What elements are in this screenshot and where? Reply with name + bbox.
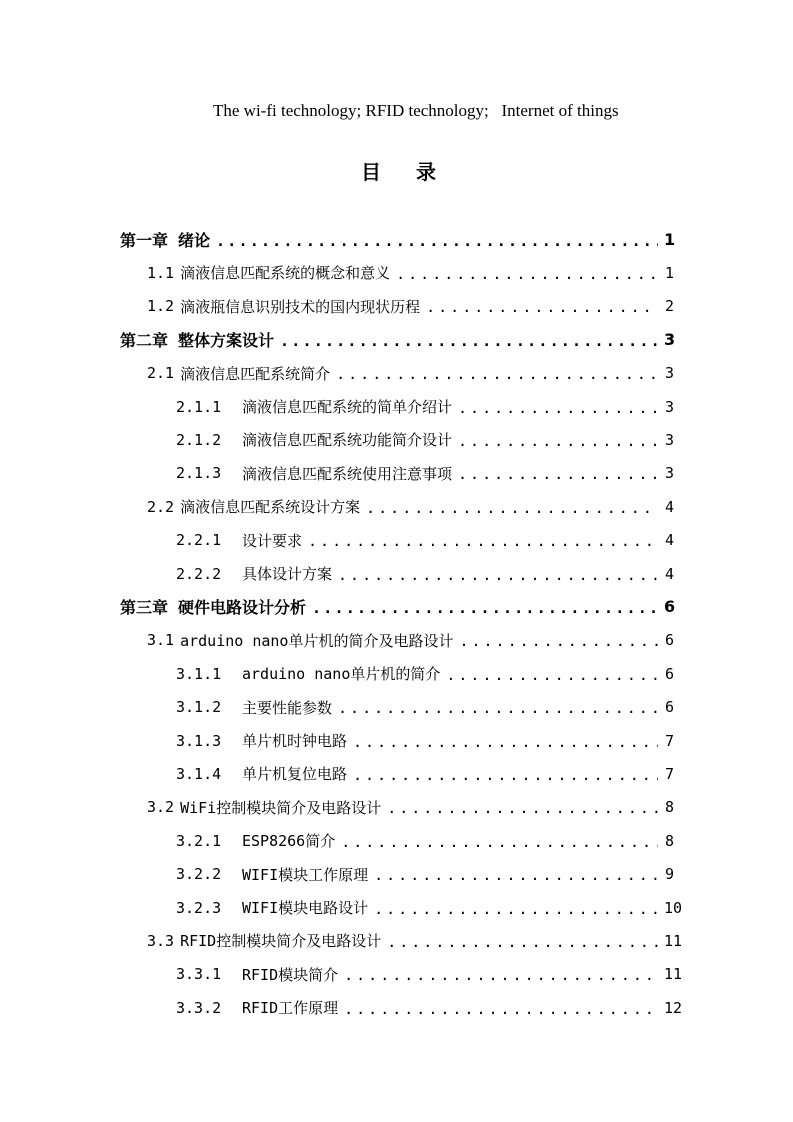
toc-entry-title: 滴液信息匹配系统的概念和意义 [180,264,391,283]
toc-entry-number: 2.1.3 [176,464,222,483]
english-keywords: The wi-fi technology; RFID technology; Internet of things [213,101,619,120]
toc-dot-leader [446,666,658,684]
toc-entry-page: 3 [664,397,674,416]
toc-dot-leader [426,298,658,316]
toc-dot-leader [387,799,658,817]
toc-entry[interactable] [147,791,674,824]
toc-dot-leader [312,599,658,617]
toc-entry-page: 8 [664,831,674,850]
toc-entry-page: 3 [664,364,674,383]
toc-entry[interactable] [176,891,683,924]
toc-dot-leader [387,933,658,951]
toc-entry-page: 11 [664,931,683,950]
toc-entry-number: 2.1.2 [176,430,222,449]
toc-dot-leader [374,900,658,918]
toc-entry-page: 1 [664,263,674,282]
toc-entry-title: WiFi控制模块简介及电路设计 [180,798,382,817]
toc-entry-page: 3 [664,430,674,449]
toc-entry-number: 3.2 [147,798,175,817]
toc-entry-title: RFID控制模块简介及电路设计 [180,932,382,951]
toc-dot-leader [341,833,658,851]
toc-entry[interactable] [147,924,683,957]
toc-entry-number: 第一章 [120,231,169,250]
toc-entry[interactable] [176,457,674,490]
toc-dot-leader [458,465,658,483]
toc-entry-title: 滴液信息匹配系统功能简介设计 [242,431,453,450]
toc-entry-title: RFID模块简介 [242,965,339,984]
toc-entry[interactable] [176,524,674,557]
toc-entry-number: 3.1.2 [176,698,222,717]
toc-dot-leader [344,1000,658,1018]
toc-entry-page: 3 [664,464,674,483]
toc-dot-leader [459,632,658,650]
toc-entry-page: 6 [664,664,674,683]
toc-entry-title: 滴液信息匹配系统使用注意事项 [242,464,453,483]
toc-entry-title: 设计要求 [242,531,303,550]
toc-entry-page: 1 [664,230,676,249]
toc-entry-title: ESP8266简介 [242,832,336,851]
toc-entry-number: 2.2 [147,497,175,516]
toc-title: 目 录 [361,160,450,184]
toc-entry-page: 4 [664,497,674,516]
toc-entry-page: 9 [664,865,674,884]
toc-entry-page: 3 [664,330,676,350]
toc-entry-page: 6 [664,597,676,617]
toc-entry-page: 7 [664,731,674,750]
toc-dot-leader [216,232,658,250]
toc-entry-title: 滴液信息匹配系统设计方案 [180,498,361,517]
toc-entry-page: 2 [664,297,674,316]
toc-entry-number: 3.3.1 [176,965,222,984]
toc-dot-leader [396,265,658,283]
toc-entry-number: 3.3 [147,931,175,950]
toc-entry-number: 第二章 [120,331,169,351]
toc-entry[interactable] [147,290,674,323]
toc-entry[interactable] [120,590,674,623]
toc-entry-number: 3.1.3 [176,731,222,750]
toc-dot-leader [308,532,658,550]
toc-dot-leader [366,499,658,517]
toc-entry-title: WIFI模块电路设计 [242,899,369,917]
toc-entry[interactable] [176,991,683,1024]
toc-entry[interactable] [176,390,674,423]
toc-entry-number: 3.2.2 [176,865,222,884]
toc-entry-page: 4 [664,564,674,583]
toc-entry-page: 6 [664,698,674,717]
toc-entry-page: 7 [664,764,674,783]
toc-entry-number: 3.1 [147,631,175,650]
toc-entry-title: 滴液信息匹配系统的简单介绍计 [242,398,453,416]
toc-entry-number: 第三章 [120,598,169,618]
toc-entry-title: 绪论 [178,231,211,250]
toc-entry-number: 3.2.3 [176,898,222,917]
toc-entry-title: RFID工作原理 [242,999,339,1018]
toc-entry[interactable] [120,223,674,256]
toc-dot-leader [458,432,658,450]
toc-entry-title: 整体方案设计 [178,331,275,351]
toc-entry-number: 1.1 [147,263,175,282]
toc-entry-page: 12 [664,998,683,1017]
toc-entry-title: arduino nano单片机的简介 [242,665,441,684]
toc-entry-page: 4 [664,531,674,550]
toc-entry-number: 1.2 [147,297,175,316]
toc-entry[interactable] [176,858,674,891]
toc-dot-leader [344,966,658,984]
toc-entry-title: arduino nano单片机的简介及电路设计 [180,631,454,650]
toc-entry-number: 3.2.1 [176,831,222,850]
toc-entry[interactable] [147,357,674,390]
toc-entry[interactable] [176,691,674,724]
toc-entry-page: 11 [664,965,683,984]
toc-entry-title: 滴液瓶信息识别技术的国内现状历程 [180,297,421,316]
toc-dot-leader [338,566,658,584]
toc-entry-title: 单片机时钟电路 [242,732,348,750]
toc-dot-leader [280,332,658,350]
toc-entry[interactable] [176,757,674,790]
toc-entry-title: 主要性能参数 [242,698,333,717]
toc-entry-number: 2.2.2 [176,564,222,583]
toc-entry[interactable] [120,323,674,356]
toc-entry-title: 单片机复位电路 [242,765,348,784]
toc-entry-number: 2.1.1 [176,397,222,416]
toc-entry[interactable] [147,256,674,289]
toc-entry[interactable] [176,557,674,590]
toc-dot-leader [353,766,658,784]
toc-entry-number: 3.3.2 [176,998,222,1017]
toc-entry[interactable] [176,657,674,690]
toc-entry-title: 具体设计方案 [242,565,333,583]
toc-entry[interactable] [176,958,683,991]
toc-dot-leader [458,399,658,417]
toc-entry-number: 3.1.4 [176,764,222,783]
toc-dot-leader [353,733,658,751]
toc-entry[interactable] [176,724,674,757]
toc-dot-leader [336,365,658,383]
toc-dot-leader [338,699,658,717]
toc-entry[interactable] [147,490,674,523]
toc-entry[interactable] [147,624,674,657]
toc-entry-page: 6 [664,631,674,650]
toc-entry-page: 8 [664,798,674,817]
toc-entry-title: 硬件电路设计分析 [178,598,307,618]
toc-entry-title: WIFI模块工作原理 [242,865,369,884]
toc-entry-title: 滴液信息匹配系统简介 [180,364,331,383]
toc-entry[interactable] [176,423,674,456]
toc-entry-number: 2.2.1 [176,531,222,550]
toc-entry-number: 2.1 [147,364,175,383]
toc-entry-page: 10 [664,898,683,917]
toc-entry[interactable] [176,824,674,857]
toc-entry-number: 3.1.1 [176,664,222,683]
toc-dot-leader [374,866,658,884]
